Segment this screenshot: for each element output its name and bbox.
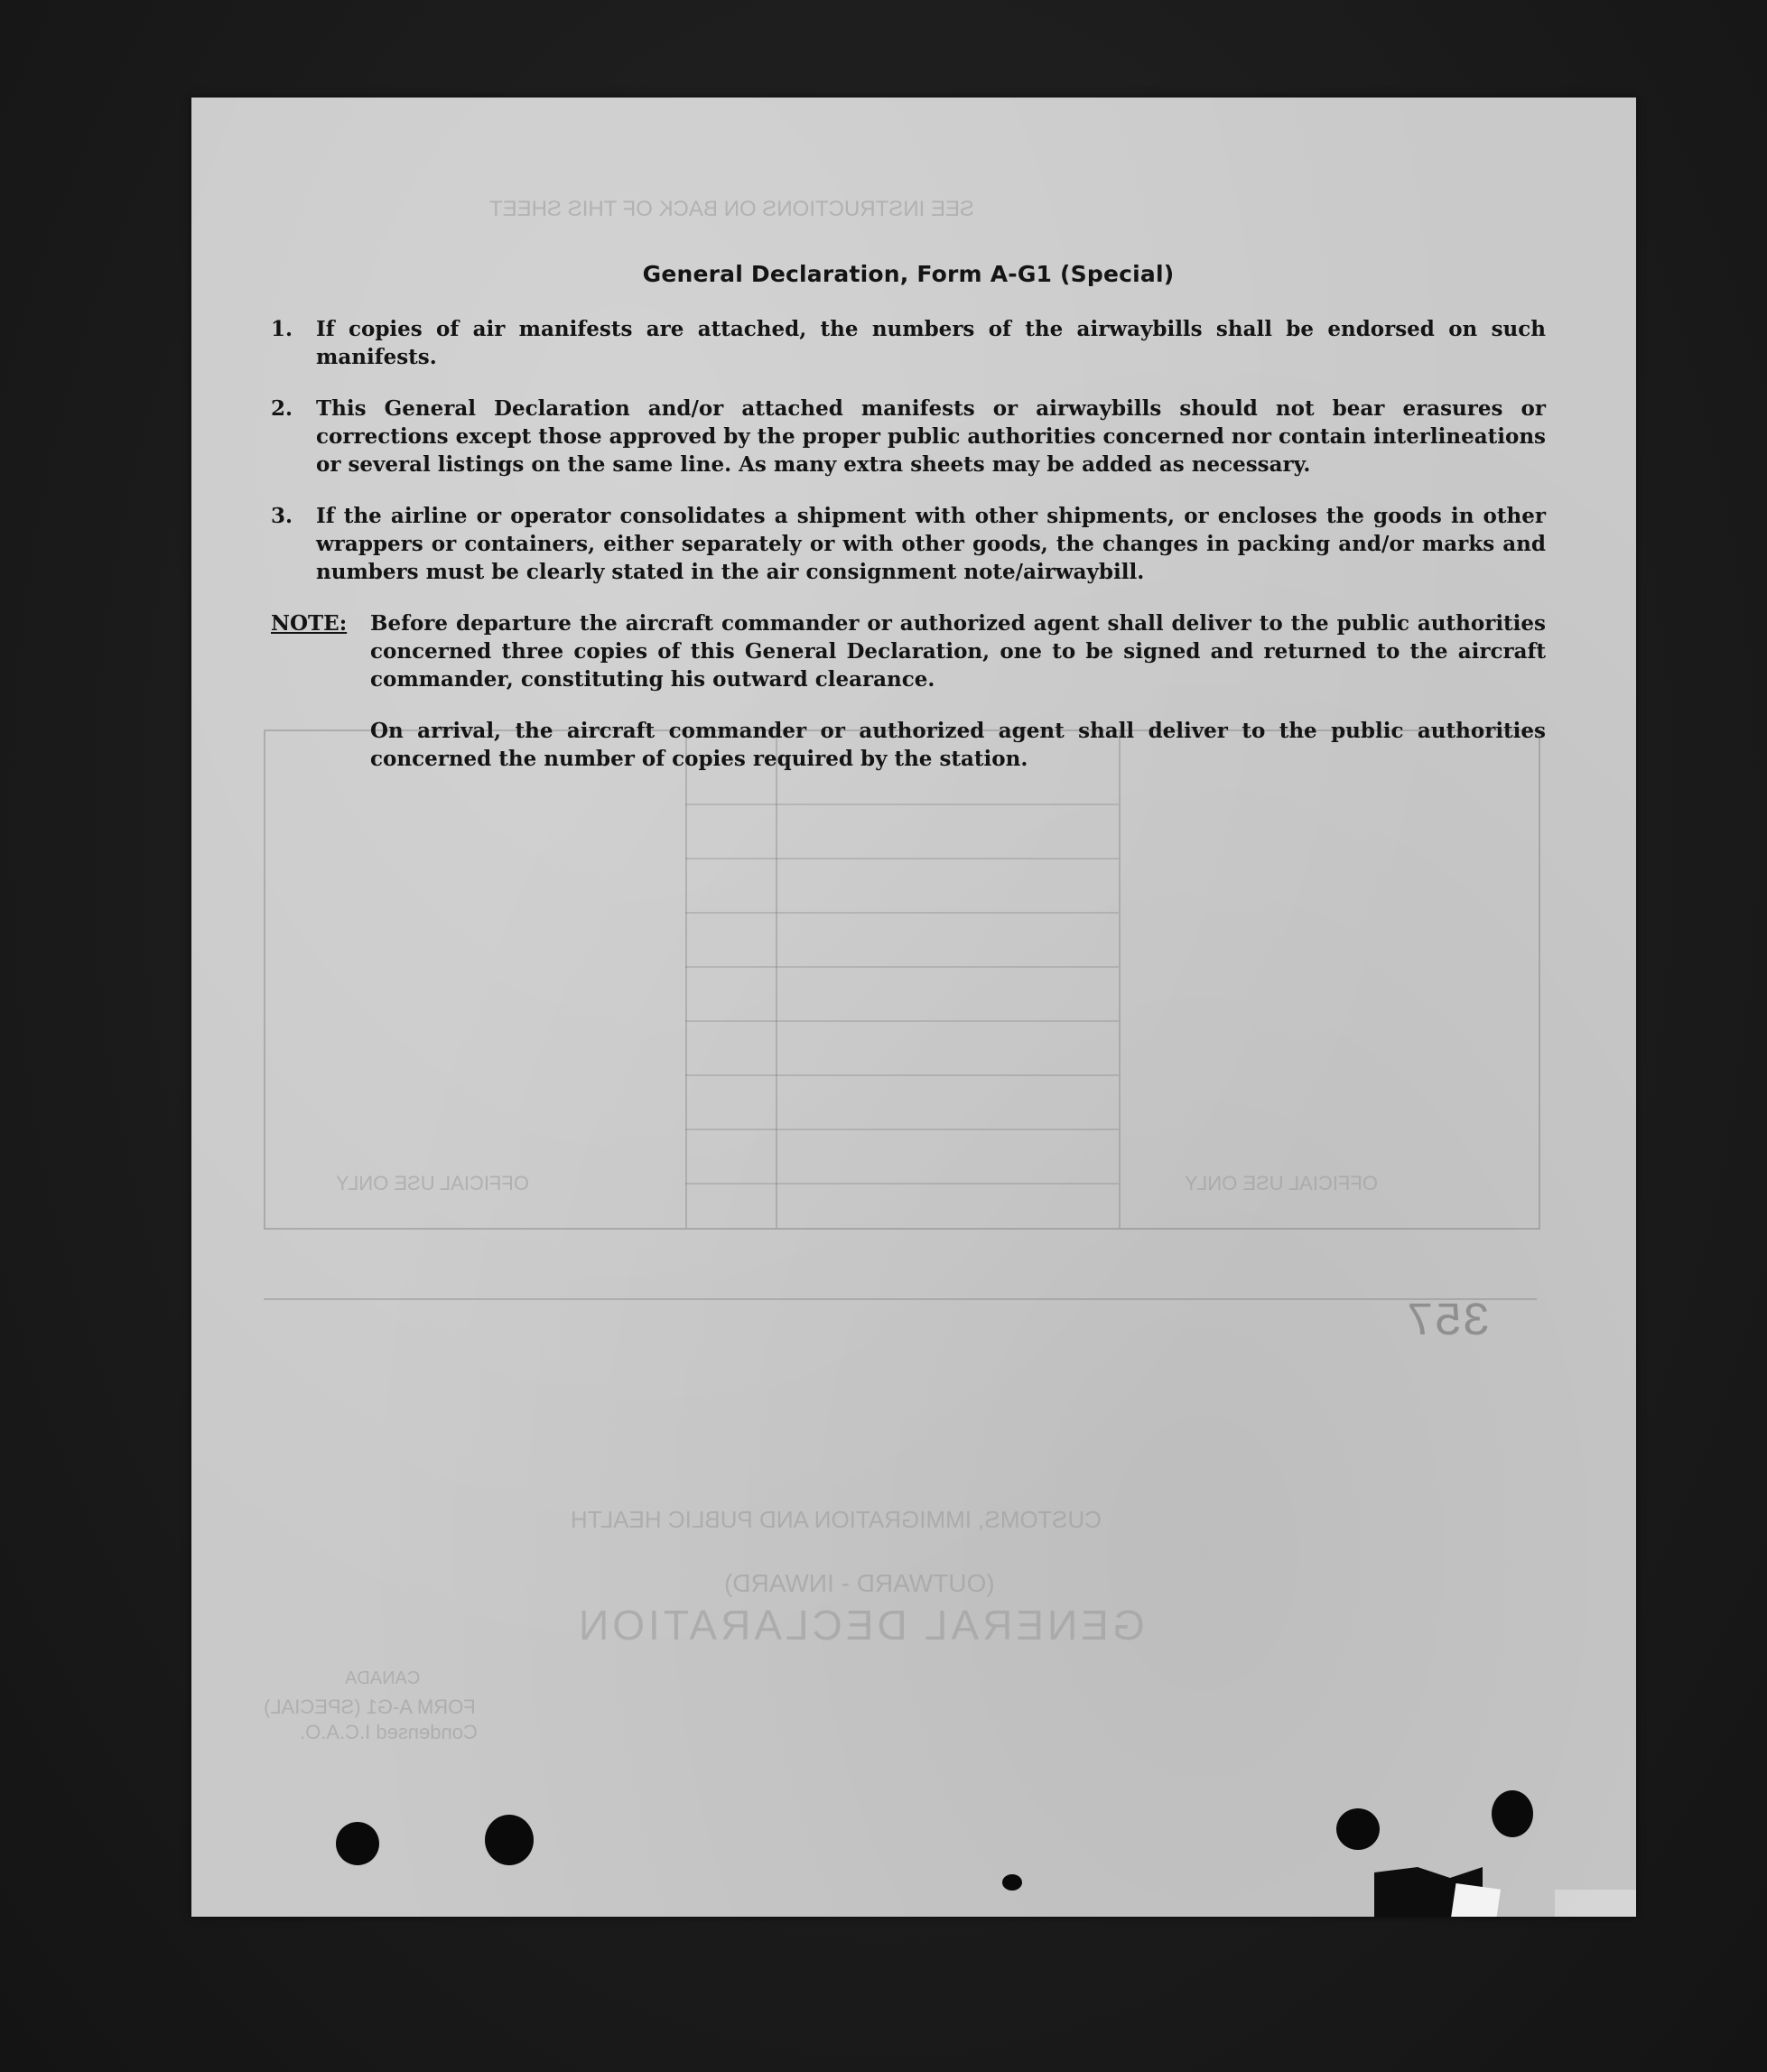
item-number: 3. [271,504,293,528]
bleed-customs-line: CUSTOMS, IMMIGRATION AND PUBLIC HEALTH [571,1506,1102,1533]
bleed-table-divider [1119,731,1121,1228]
stamp-number: 357 [1406,1296,1491,1349]
bleed-table-rule [685,912,1119,914]
bleed-top-text: SEE INSTRUCTIONS ON BACK OF THIS SHEET [489,197,974,221]
item-text: This General Declaration and/or attached manifests or airwaybills should not bear erasures or corrections except those approved by the proper public authorities concerned nor contain interlineations or several listings on the same line. As many extra sheets may be added as necessary. [316,396,1546,477]
paper-tear-flap [1451,1883,1501,1917]
item-number: 1. [271,317,293,341]
item-number: 2. [271,396,293,421]
instructions-content [271,260,1546,773]
note-paragraph-2: On arrival, the aircraft commander or authorized agent shall deliver to the public authorities concerned the number of copies required by the station. [370,719,1546,771]
bleed-table-rule [685,1129,1119,1130]
bleed-official-left: OFFICIAL USE ONLY [336,1172,529,1194]
bleed-table-rule [685,966,1119,968]
item-text: If the airline or operator consolidates a shipment with other shipments, or encloses the goods in other wrappers or containers, either separately or with other goods, the changes in packing and/or marks and numbers must be clearly stated in the air consignment note/airwaybill. [316,504,1546,584]
bleed-table-rule [685,858,1119,859]
note-block [271,609,1546,693]
bleed-table [264,729,1540,1230]
punch-hole [1492,1790,1533,1837]
page-title: General Declaration, Form A-G1 (Special) [642,261,1175,287]
bleed-table-divider [776,731,777,1228]
instruction-item [271,395,1546,479]
note-paragraph-1: Before departure the aircraft commander or authorized agent shall deliver to the public authorities concerned three copies of this General Declaration, one to be signed and returned to the aircraft commander, constituting his outward clearance. [370,611,1546,692]
bleed-table-rule [685,804,1119,805]
bleed-form-label: FORM A-G1 (SPECIAL) [264,1696,476,1718]
item-text: If copies of air manifests are attached, the numbers of the airwaybills shall be endorsed on such manifests. [316,317,1546,369]
bleed-official-right: OFFICIAL USE ONLY [1185,1172,1378,1194]
punch-hole [1336,1808,1380,1850]
bleed-rule [264,1298,1537,1300]
document-page [191,98,1636,1917]
bleed-table-rule [685,1074,1119,1076]
punch-mark [1002,1874,1022,1891]
instruction-item [271,502,1546,586]
bleed-heading: GENERAL DECLARATION [575,1602,1145,1649]
bleed-table-rule [685,1020,1119,1022]
bleed-subheading: (OUTWARD - INWARD) [724,1569,995,1597]
paper-curl [1555,1890,1636,1917]
bleed-table-divider [685,731,687,1228]
punch-hole [336,1822,379,1865]
instruction-item [271,315,1546,371]
note-label: NOTE: [271,611,348,636]
bleed-condensed: Condensed I.C.A.O. [300,1721,478,1743]
bleed-table-rule [685,1183,1119,1185]
bleed-country: CANADA [345,1668,421,1688]
punch-hole [485,1815,534,1865]
